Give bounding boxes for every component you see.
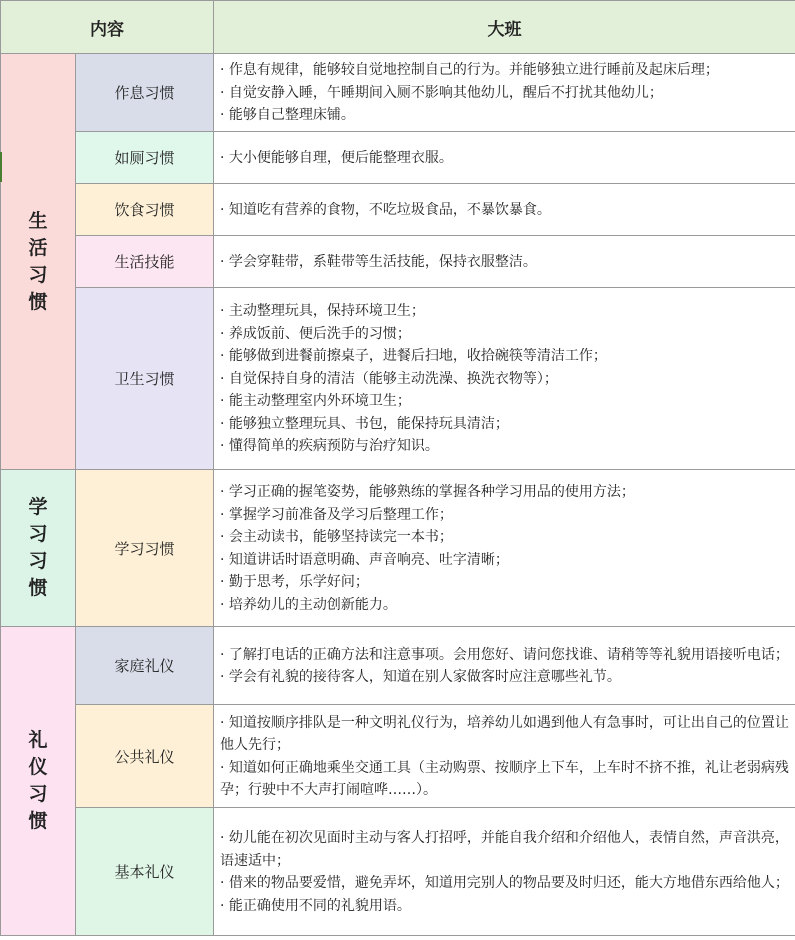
table-row — [1, 627, 795, 705]
content-cell: · 学习正确的握笔姿势，能够熟练的掌握各种学习用品的使用方法； · 掌握学习前准备及学习后整理工作； · 会主动读书，能够坚持读完一本书； · 知道讲话时语意明确、声音响亮、吐字清晰； · 勤于思考，乐学好问； · 培养幼儿的主动创新能力。 — [214, 470, 795, 627]
category-study-habits: 学 习 习 惯 — [1, 470, 76, 627]
header-content: 内容 — [1, 1, 214, 54]
table-row — [1, 54, 795, 132]
content-cell: · 知道按顺序排队是一种文明礼仪行为，培养幼儿如遇到他人有急事时，可让出自己的位置让他人先行； · 知道如何正确地乘坐交通工具（主动购票、按顺序上下车，上车时不挤不推，礼让老弱病残孕；行驶中不大声打闹喧哗……）。 — [214, 705, 795, 808]
table-row — [1, 705, 795, 808]
category-life-habits: 生 活 习 惯 — [1, 54, 76, 470]
subcategory-label: 学习习惯 — [76, 470, 214, 627]
table-row — [1, 132, 795, 184]
header-row — [1, 1, 795, 54]
subcategory-label: 卫生习惯 — [76, 288, 214, 470]
subcategory-label: 基本礼仪 — [76, 808, 214, 936]
content-cell: · 作息有规律，能够较自觉地控制自己的行为。并能够独立进行睡前及起床后理； · 自觉安静入睡，午睡期间入厕不影响其他幼儿，醒后不打扰其他幼儿； · 能够自己整理床铺。 — [214, 54, 795, 132]
table-row — [1, 470, 795, 627]
table-row — [1, 288, 795, 470]
category-etiquette-habits: 礼 仪 习 惯 — [1, 627, 76, 936]
header-grade: 大班 — [214, 1, 795, 54]
subcategory-label: 公共礼仪 — [76, 705, 214, 808]
table-row — [1, 808, 795, 936]
subcategory-label: 家庭礼仪 — [76, 627, 214, 705]
content-cell: · 了解打电话的正确方法和注意事项。会用您好、请问您找谁、请稍等等礼貌用语接听电话； · 学会有礼貌的接待客人，知道在别人家做客时应注意哪些礼节。 — [214, 627, 795, 705]
table-row — [1, 184, 795, 236]
content-cell: · 学会穿鞋带，系鞋带等生活技能，保持衣服整洁。 — [214, 236, 795, 288]
table-row — [1, 236, 795, 288]
content-cell: · 知道吃有营养的食物，不吃垃圾食品，不暴饮暴食。 — [214, 184, 795, 236]
subcategory-label: 饮食习惯 — [76, 184, 214, 236]
subcategory-label: 如厕习惯 — [76, 132, 214, 184]
subcategory-label: 作息习惯 — [76, 54, 214, 132]
row-marker — [0, 152, 2, 182]
content-cell: · 主动整理玩具，保持环境卫生； · 养成饭前、便后洗手的习惯； · 能够做到进餐前擦桌子，进餐后扫地，收拾碗筷等清洁工作； · 自觉保持自身的清洁（能够主动洗澡、换洗衣物等）； · 能主动整理室内外环境卫生； · 能够独立整理玩具、书包，能保持玩具清洁； · 懂得简单的疾病预防与治疗知识。 — [214, 288, 795, 470]
content-cell: · 幼儿能在初次见面时主动与客人打招呼，并能自我介绍和介绍他人，表情自然，声音洪亮，语速适中； · 借来的物品要爱惜，避免弄坏，知道用完别人的物品要及时归还，能大方地借东西给他人； · 能正确使用不同的礼貌用语。 — [214, 808, 795, 936]
content-cell: · 大小便能够自理，便后能整理衣服。 — [214, 132, 795, 184]
subcategory-label: 生活技能 — [76, 236, 214, 288]
